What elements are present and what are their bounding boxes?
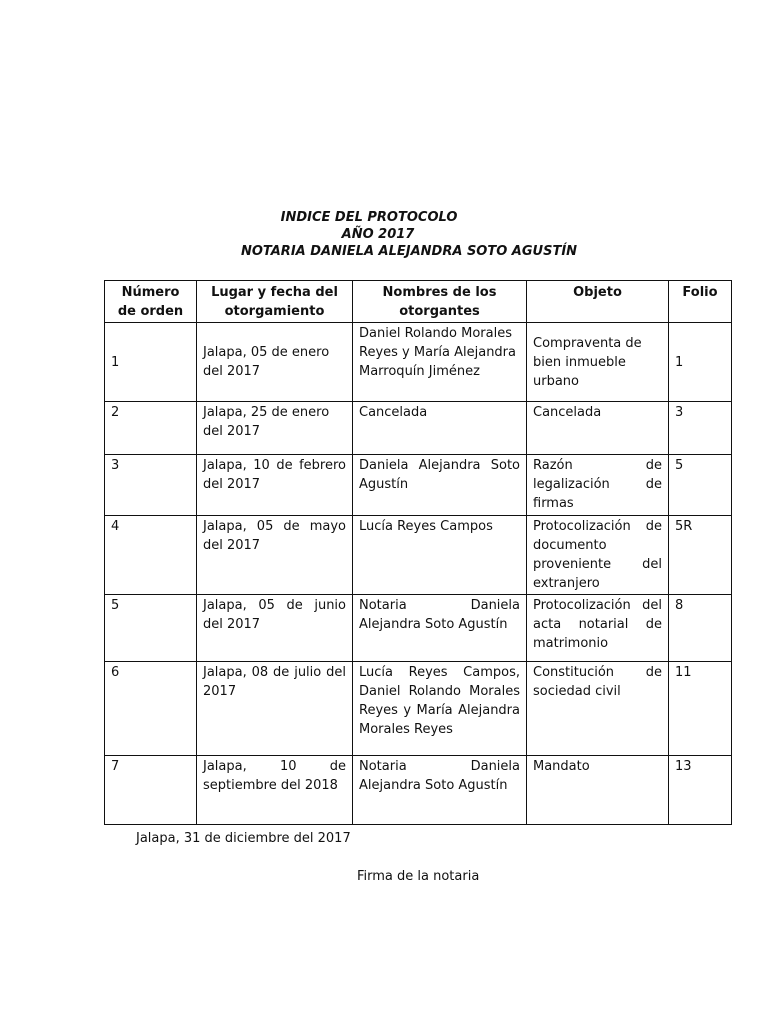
cell-numero: 2 <box>105 402 197 455</box>
title-index: INDICE DEL PROTOCOLO <box>280 210 458 225</box>
table-row <box>105 455 732 516</box>
cell-numero: 3 <box>105 455 197 516</box>
cell-lugar-fecha: Jalapa, 05 de enero del 2017 <box>197 323 353 402</box>
table-header-row <box>105 281 732 323</box>
title-year: AÑO 2017 <box>341 227 415 242</box>
document-title <box>0 209 768 260</box>
title-notary: NOTARIA DANIELA ALEJANDRA SOTO AGUSTÍN <box>240 244 578 259</box>
cell-numero: 1 <box>105 323 197 402</box>
cell-numero: 4 <box>105 516 197 595</box>
table-row <box>105 662 732 756</box>
table-row <box>105 516 732 595</box>
cell-objeto: Constitución de sociedad civil <box>527 662 669 756</box>
cell-objeto: Protocolización de documento proveniente del extranjero <box>527 516 669 595</box>
cell-otorgantes: Lucía Reyes Campos, Daniel Rolando Morales Reyes y María Alejandra Morales Reyes <box>353 662 527 756</box>
cell-numero: 5 <box>105 595 197 662</box>
closing-date: Jalapa, 31 de diciembre del 2017 <box>136 831 351 846</box>
table-row <box>105 402 732 455</box>
table-row <box>105 323 732 402</box>
cell-numero: 6 <box>105 662 197 756</box>
cell-folio: 1 <box>669 323 732 402</box>
cell-otorgantes: Notaria Daniela Alejandra Soto Agustín <box>353 756 527 825</box>
cell-folio: 11 <box>669 662 732 756</box>
cell-folio: 13 <box>669 756 732 825</box>
cell-lugar-fecha: Jalapa, 08 de julio del 2017 <box>197 662 353 756</box>
cell-lugar-fecha: Jalapa, 05 de junio del 2017 <box>197 595 353 662</box>
cell-otorgantes: Lucía Reyes Campos <box>353 516 527 595</box>
cell-lugar-fecha: Jalapa, 05 de mayo del 2017 <box>197 516 353 595</box>
signature-label: Firma de la notaria <box>357 869 480 884</box>
table-row <box>105 756 732 825</box>
cell-otorgantes: Daniel Rolando Morales Reyes y María Alejandra Marroquín Jiménez <box>353 323 527 402</box>
cell-objeto: Protocolización del acta notarial de matrimonio <box>527 595 669 662</box>
col-header-lugar-fecha: Lugar y fecha del otorgamiento <box>197 281 353 323</box>
cell-otorgantes: Cancelada <box>353 402 527 455</box>
cell-numero: 7 <box>105 756 197 825</box>
cell-folio: 3 <box>669 402 732 455</box>
cell-lugar-fecha: Jalapa, 25 de enero del 2017 <box>197 402 353 455</box>
col-header-numero: Número de orden <box>105 281 197 323</box>
cell-folio: 8 <box>669 595 732 662</box>
cell-objeto: Mandato <box>527 756 669 825</box>
cell-objeto: Cancelada <box>527 402 669 455</box>
cell-folio: 5R <box>669 516 732 595</box>
protocol-index-table <box>104 280 732 825</box>
cell-otorgantes: Daniela Alejandra Soto Agustín <box>353 455 527 516</box>
col-header-otorgantes: Nombres de los otorgantes <box>353 281 527 323</box>
cell-folio: 5 <box>669 455 732 516</box>
cell-objeto: Compraventa de bien inmueble urbano <box>527 323 669 402</box>
cell-objeto: Razón de legalización de firmas <box>527 455 669 516</box>
cell-lugar-fecha: Jalapa, 10 de febrero del 2017 <box>197 455 353 516</box>
cell-lugar-fecha: Jalapa, 10 de septiembre del 2018 <box>197 756 353 825</box>
cell-otorgantes: Notaria Daniela Alejandra Soto Agustín <box>353 595 527 662</box>
col-header-folio: Folio <box>669 281 732 323</box>
col-header-objeto: Objeto <box>527 281 669 323</box>
table-row <box>105 595 732 662</box>
